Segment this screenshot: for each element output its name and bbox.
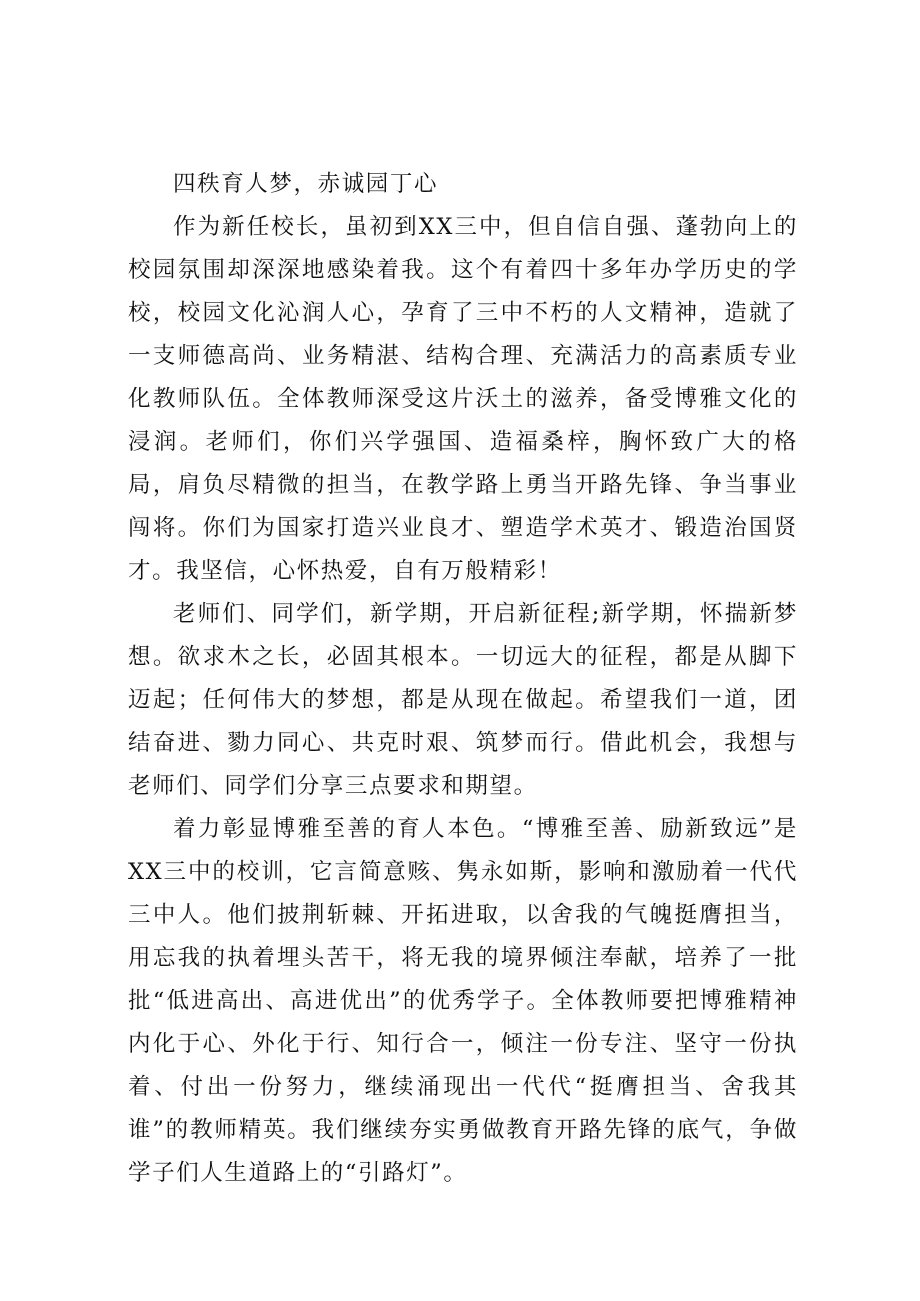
document-body [128,163,798,1195]
section-heading: 四秩育人梦，赤诚园丁心 [173,171,439,197]
paragraph: 老师们、同学们，新学期，开启新征程;新学期，怀揣新梦想。欲求木之长，必固其根本。一切远大的征程，都是从脚下迈起；任何伟大的梦想，都是从现在做起。希望我们一道，团结奋进、勠力同心、共克时艰、筑梦而行。借此机会，我想与老师们、同学们分享三点要求和期望。 [128,601,798,799]
paragraph: 作为新任校长，虽初到XX三中，但自信自强、蓬勃向上的校园氛围却深深地感染着我。这个有着四十多年办学历史的学校，校园文化沁润人心，孕育了三中不朽的人文精神，造就了一支师德高尚、业务精湛、结构合理、充满活力的高素质专业化教师队伍。全体教师深受这片沃土的滋养，备受博雅文化的浸润。老师们，你们兴学强国、造福桑梓，胸怀致广大的格局，肩负尽精微的担当，在教学路上勇当开路先锋、争当事业闯将。你们为国家打造兴业良才、塑造学术英才、锻造治国贤才。我坚信，心怀热爱，自有万般精彩！ [128,214,798,584]
paragraph: 着力彰显博雅至善的育人本色。“博雅至善、励新致远”是XX三中的校训，它言简意赅、隽永如斯，影响和激励着一代代三中人。他们披荆斩棘、开拓进取，以舍我的气魄挺膺担当，用忘我的执着埋头苦干，将无我的境界倾注奉献，培养了一批批“低进高出、高进优出”的优秀学子。全体教师要把博雅精神内化于心、外化于行、知行合一，倾注一份专注、坚守一份执着、付出一份努力，继续涌现出一代代“挺膺担当、舍我其谁”的教师精英。我们继续夯实勇做教育开路先锋的底气，争做学子们人生道路上的“引路灯”。 [128,816,798,1186]
